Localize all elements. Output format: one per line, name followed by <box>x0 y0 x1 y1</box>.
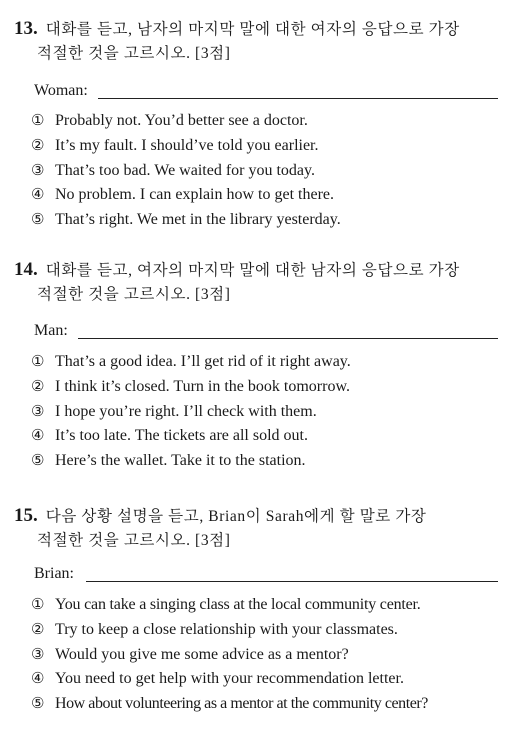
option-text: That’s too bad. We waited for you today. <box>55 161 315 179</box>
option-4[interactable] <box>31 426 308 450</box>
option-number: ④ <box>31 671 45 688</box>
question-prompt-line2: 적절한 것을 고르시오. [3점] <box>37 286 231 303</box>
question-prompt <box>14 257 504 283</box>
question-number: 15. <box>14 505 38 526</box>
option-text: Probably not. You’d better see a doctor. <box>55 112 308 129</box>
option-number: ③ <box>31 162 45 179</box>
option-number: ② <box>31 137 45 154</box>
option-text: That’s a good idea. I’ll get rid of it right away. <box>55 353 351 370</box>
option-number: ③ <box>31 403 45 420</box>
option-3[interactable] <box>31 161 315 185</box>
option-text: How about volunteering as a mentor at the community center? <box>55 695 428 713</box>
option-2[interactable] <box>31 136 319 160</box>
option-text: You need to get help with your recommendation letter. <box>55 670 404 688</box>
option-text: You can take a singing class at the local community center. <box>55 596 421 613</box>
option-4[interactable] <box>31 669 404 693</box>
answer-blank-line <box>78 338 498 339</box>
question-prompt-line1: 다음 상황 설명을 듣고, Brian이 Sarah에게 할 말로 가장 <box>45 508 427 525</box>
option-number: ② <box>31 621 45 638</box>
option-number: ④ <box>31 428 45 445</box>
option-number: ⑤ <box>31 212 45 229</box>
option-text: Here’s the wallet. Take it to the station. <box>55 452 306 470</box>
option-5[interactable] <box>31 451 306 475</box>
answer-row <box>34 322 499 344</box>
question-prompt <box>14 16 504 42</box>
option-text: It’s too late. The tickets are all sold out. <box>55 427 308 445</box>
answer-row <box>34 82 499 104</box>
question-number: 13. <box>14 18 38 39</box>
option-5[interactable] <box>31 694 428 718</box>
speaker-label: Woman: <box>34 82 88 99</box>
answer-row <box>34 565 499 587</box>
option-number: ③ <box>31 646 45 663</box>
option-text: It’s my fault. I should’ve told you earlier. <box>55 136 319 154</box>
option-number: ② <box>31 378 45 395</box>
option-number: ⑤ <box>31 696 45 713</box>
answer-blank-line <box>86 581 498 582</box>
option-1[interactable] <box>31 352 351 376</box>
option-text: I think it’s closed. Turn in the book tomorrow. <box>55 377 350 395</box>
question-prompt-line2: 적절한 것을 고르시오. [3점] <box>37 45 231 62</box>
option-3[interactable] <box>31 402 317 426</box>
option-2[interactable] <box>31 377 350 401</box>
question-number: 14. <box>14 259 38 280</box>
option-number: ① <box>31 354 45 370</box>
question-prompt-line1: 대화를 듣고, 남자의 마지막 말에 대한 여자의 응답으로 가장 <box>45 21 460 38</box>
option-number: ④ <box>31 187 45 204</box>
speaker-label: Brian: <box>34 565 74 582</box>
question-prompt <box>14 503 504 529</box>
option-text: I hope you’re right. I’ll check with them. <box>55 402 317 420</box>
option-5[interactable] <box>31 210 341 234</box>
option-text: No problem. I can explain how to get there. <box>55 186 335 204</box>
option-number: ① <box>31 113 45 129</box>
option-4[interactable] <box>31 185 334 209</box>
option-1[interactable] <box>31 111 308 135</box>
option-3[interactable] <box>31 645 349 669</box>
answer-blank-line <box>98 98 498 99</box>
question-prompt-line1: 대화를 듣고, 여자의 마지막 말에 대한 남자의 응답으로 가장 <box>45 262 460 279</box>
question-prompt-line2: 적절한 것을 고르시오. [3점] <box>37 532 231 549</box>
option-text: Would you give me some advice as a mentor? <box>55 645 349 663</box>
option-1[interactable] <box>31 595 421 619</box>
option-number: ① <box>31 597 45 613</box>
option-text: Try to keep a close relationship with your classmates. <box>55 620 398 638</box>
option-text: That’s right. We met in the library yesterday. <box>55 211 341 229</box>
option-2[interactable] <box>31 620 398 644</box>
speaker-label: Man: <box>34 322 68 339</box>
option-number: ⑤ <box>31 453 45 470</box>
